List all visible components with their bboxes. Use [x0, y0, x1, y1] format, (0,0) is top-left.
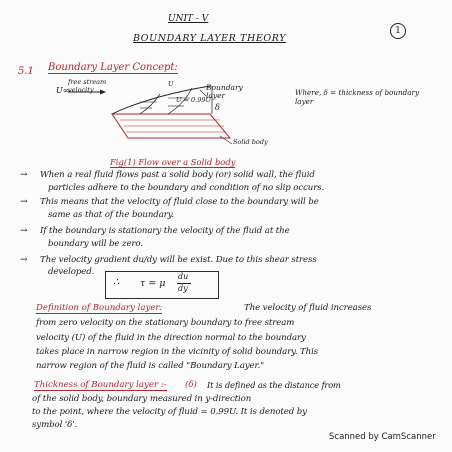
figure-where-note: Where, δ = thickness of boundary layer	[295, 88, 420, 106]
bullet-arrow-icon: →	[20, 197, 28, 207]
thickness-line: It is defined as the distance from	[207, 380, 341, 390]
bullet-arrow-icon: →	[20, 255, 28, 265]
free-stream-label: free stream velocity	[68, 78, 107, 94]
definition-line: narrow region of the fluid is called "Boundary Layer."	[36, 361, 265, 371]
formula-numerator: du	[178, 272, 189, 281]
delta-label: δ	[215, 103, 220, 112]
unit-heading: UNIT - V	[168, 14, 209, 24]
point-line: The velocity gradient du/dy will be exist. Due to this shear stress	[40, 255, 317, 265]
bullet-arrow-icon: →	[20, 226, 28, 236]
therefore-symbol: ∴	[113, 277, 120, 288]
thickness-line: to the point, where the velocity of fluid = 0.99U. It is denoted by	[32, 407, 307, 417]
point-line: boundary will be zero.	[48, 239, 143, 249]
boundary-layer-label: Boundary layer	[206, 83, 243, 100]
point-line: developed.	[48, 267, 95, 277]
definition-label: Definition of Boundary layer:	[36, 303, 163, 313]
definition-line: from zero velocity on the stationary boundary to free stream	[36, 318, 295, 328]
thickness-symbol: (δ)	[185, 380, 197, 390]
bullet-arrow-icon: →	[20, 170, 28, 180]
point-line: When a real fluid flows past a solid body (or) solid wall, the fluid	[40, 170, 315, 180]
definition-line: The velocity of fluid increases	[244, 303, 372, 313]
point-line: same as that of the boundary.	[48, 210, 174, 220]
formula-denominator: dy	[178, 284, 188, 293]
thickness-line: symbol 'δ'.	[32, 420, 78, 430]
point-line: If the boundary is stationary the velocity of the fluid at the	[40, 226, 290, 236]
u-099-label: U = 0.99U	[176, 96, 212, 104]
thickness-label: Thickness of Boundary layer :-	[34, 380, 167, 390]
page-title: BOUNDARY LAYER THEORY	[133, 33, 287, 44]
section-heading: Boundary Layer Concept:	[48, 62, 178, 73]
thickness-line: of the solid body, boundary measured in y-direction	[32, 394, 252, 404]
figure-caption: Fig(1) Flow over a Solid body	[110, 157, 236, 167]
solid-body-label: Solid body	[233, 138, 268, 146]
point-line: particles adhere to the boundary and condition of no slip occurs.	[48, 183, 325, 193]
u-label: U	[168, 80, 174, 88]
point-line: This means that the velocity of fluid close to the boundary will be	[40, 197, 319, 207]
scanner-watermark: Scanned by CamScanner	[329, 432, 436, 442]
section-number: 5.1	[18, 66, 34, 77]
page-number: 1	[390, 23, 406, 39]
definition-line: velocity (U) of the fluid in the direction normal to the boundary	[36, 333, 306, 343]
formula-lhs: τ = μ	[140, 278, 166, 289]
u-infinity-label: U∞	[56, 86, 70, 95]
definition-line: takes place in narrow region in the vicinity of solid boundary. This	[36, 347, 319, 357]
